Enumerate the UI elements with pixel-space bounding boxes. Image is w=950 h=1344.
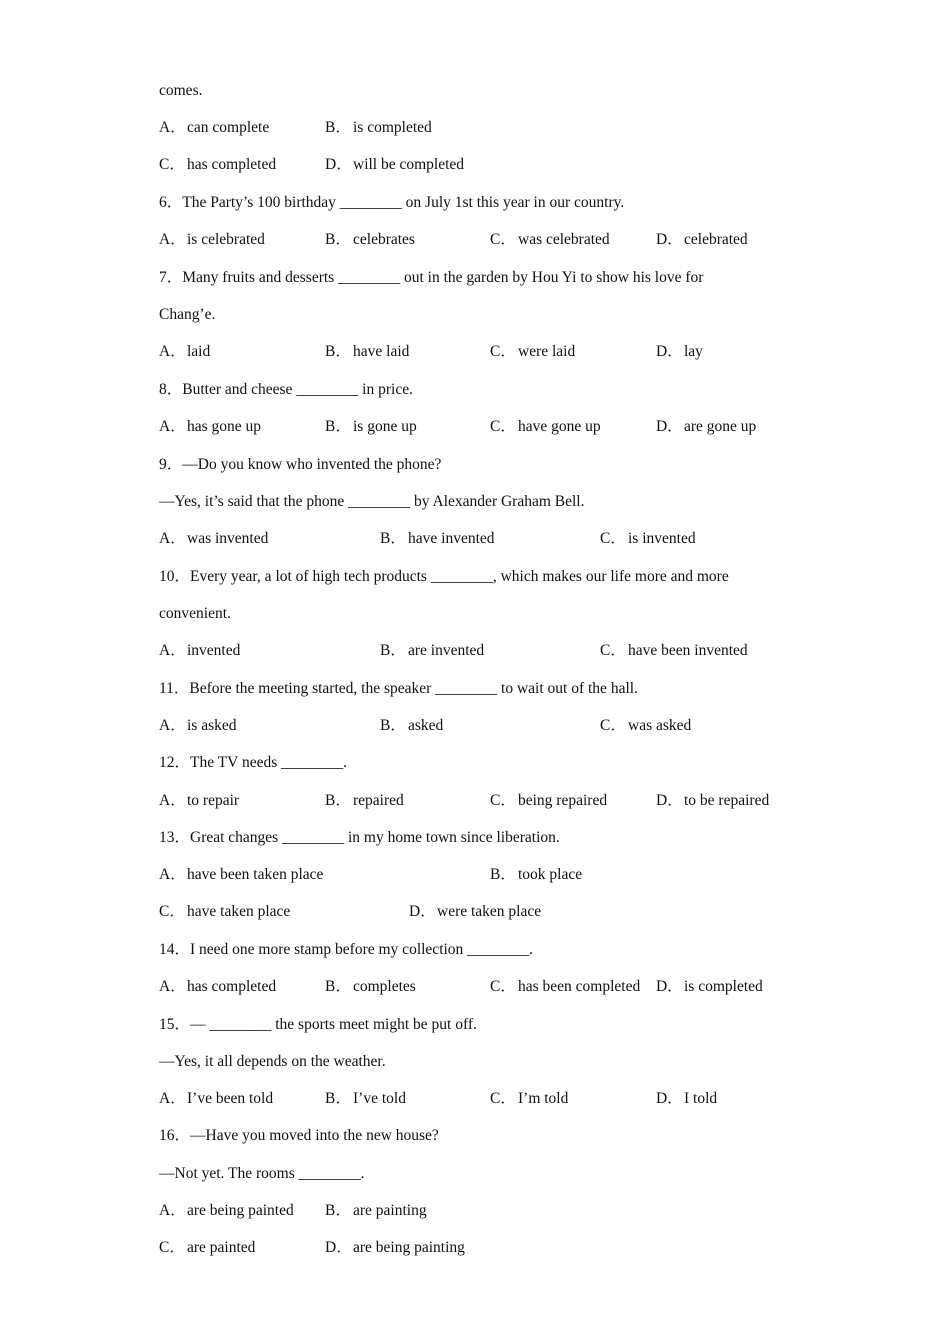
- q6-option-d[interactable]: D．celebrated: [656, 231, 748, 248]
- q9-option-b[interactable]: B． have invented: [380, 530, 495, 547]
- q10-option-b[interactable]: B． are invented: [380, 642, 485, 659]
- q13-option-b[interactable]: B． took place: [490, 866, 583, 883]
- q12-option-a[interactable]: A．to repair: [159, 792, 240, 809]
- q11-option-b[interactable]: B． asked: [380, 717, 444, 734]
- q6-option-b[interactable]: B． celebrates: [325, 231, 415, 248]
- q7-stem: 7．Many fruits and desserts ________ out in the garden by Hou Yi to show his love for: [159, 269, 704, 286]
- q16-option-b[interactable]: B． are painting: [325, 1202, 427, 1219]
- q16-option-a[interactable]: A．are being painted: [159, 1202, 294, 1219]
- q14-option-d[interactable]: D．is completed: [656, 978, 763, 995]
- q16-stem-continuation: —Not yet. The rooms ________.: [159, 1165, 365, 1182]
- q9-stem: 9．—Do you know who invented the phone?: [159, 456, 442, 473]
- q12-option-c[interactable]: C． being repaired: [490, 792, 608, 809]
- q8-option-d[interactable]: D．are gone up: [656, 418, 757, 435]
- q15-stem-continuation: —Yes, it all depends on the weather.: [159, 1053, 386, 1070]
- q5-option-d[interactable]: D．will be completed: [325, 156, 465, 173]
- q10-stem-continuation: convenient.: [159, 605, 231, 622]
- q13-option-d[interactable]: D．were taken place: [409, 903, 542, 920]
- q10-stem: 10．Every year, a lot of high tech products ________, which makes our life more and more: [159, 568, 729, 585]
- q14-option-b[interactable]: B． completes: [325, 978, 416, 995]
- q16-stem: 16．—Have you moved into the new house?: [159, 1127, 439, 1144]
- q5-option-b[interactable]: B． is completed: [325, 119, 432, 136]
- q16-option-c[interactable]: C． are painted: [159, 1239, 256, 1256]
- q7-stem-continuation: Chang’e.: [159, 306, 216, 323]
- q12-stem: 12．The TV needs ________.: [159, 754, 347, 771]
- q6-option-a[interactable]: A．is celebrated: [159, 231, 265, 248]
- q11-option-c[interactable]: C． was asked: [600, 717, 692, 734]
- q14-stem: 14．I need one more stamp before my collection ________.: [159, 941, 534, 958]
- q9-option-c[interactable]: C． is invented: [600, 530, 696, 547]
- q7-option-b[interactable]: B． have laid: [325, 343, 410, 360]
- q15-option-c[interactable]: C． I’m told: [490, 1090, 569, 1107]
- q8-stem: 8．Butter and cheese ________ in price.: [159, 381, 413, 398]
- q6-option-c[interactable]: C． was celebrated: [490, 231, 610, 248]
- q15-stem: 15．— ________ the sports meet might be put off.: [159, 1016, 477, 1033]
- q13-stem: 13．Great changes ________ in my home town since liberation.: [159, 829, 560, 846]
- q10-option-c[interactable]: C． have been invented: [600, 642, 748, 659]
- q10-option-a[interactable]: A．invented: [159, 642, 241, 659]
- q15-option-a[interactable]: A．I’ve been told: [159, 1090, 274, 1107]
- q6-stem: 6．The Party’s 100 birthday ________ on July 1st this year in our country.: [159, 194, 625, 211]
- q8-option-a[interactable]: A．has gone up: [159, 418, 262, 435]
- q16-option-d[interactable]: D．are being painting: [325, 1239, 465, 1256]
- q14-option-a[interactable]: A．has completed: [159, 978, 277, 995]
- q7-option-a[interactable]: A．laid: [159, 343, 211, 360]
- q7-option-d[interactable]: D．lay: [656, 343, 703, 360]
- q11-option-a[interactable]: A．is asked: [159, 717, 237, 734]
- q5-continuation: comes.: [159, 82, 203, 99]
- q13-option-a[interactable]: A．have been taken place: [159, 866, 324, 883]
- q5-option-a[interactable]: A．can complete: [159, 119, 270, 136]
- q7-option-c[interactable]: C． were laid: [490, 343, 576, 360]
- q9-stem-continuation: —Yes, it’s said that the phone ________ by Alexander Graham Bell.: [159, 493, 585, 510]
- q14-option-c[interactable]: C． has been completed: [490, 978, 641, 995]
- q11-stem: 11．Before the meeting started, the speaker ________ to wait out of the hall.: [159, 680, 638, 697]
- q8-option-b[interactable]: B． is gone up: [325, 418, 417, 435]
- q9-option-a[interactable]: A．was invented: [159, 530, 269, 547]
- q13-option-c[interactable]: C． have taken place: [159, 903, 291, 920]
- q12-option-b[interactable]: B． repaired: [325, 792, 404, 809]
- q5-option-c[interactable]: C． has completed: [159, 156, 277, 173]
- q15-option-b[interactable]: B． I’ve told: [325, 1090, 406, 1107]
- q12-option-d[interactable]: D．to be repaired: [656, 792, 770, 809]
- q15-option-d[interactable]: D．I told: [656, 1090, 718, 1107]
- q8-option-c[interactable]: C． have gone up: [490, 418, 601, 435]
